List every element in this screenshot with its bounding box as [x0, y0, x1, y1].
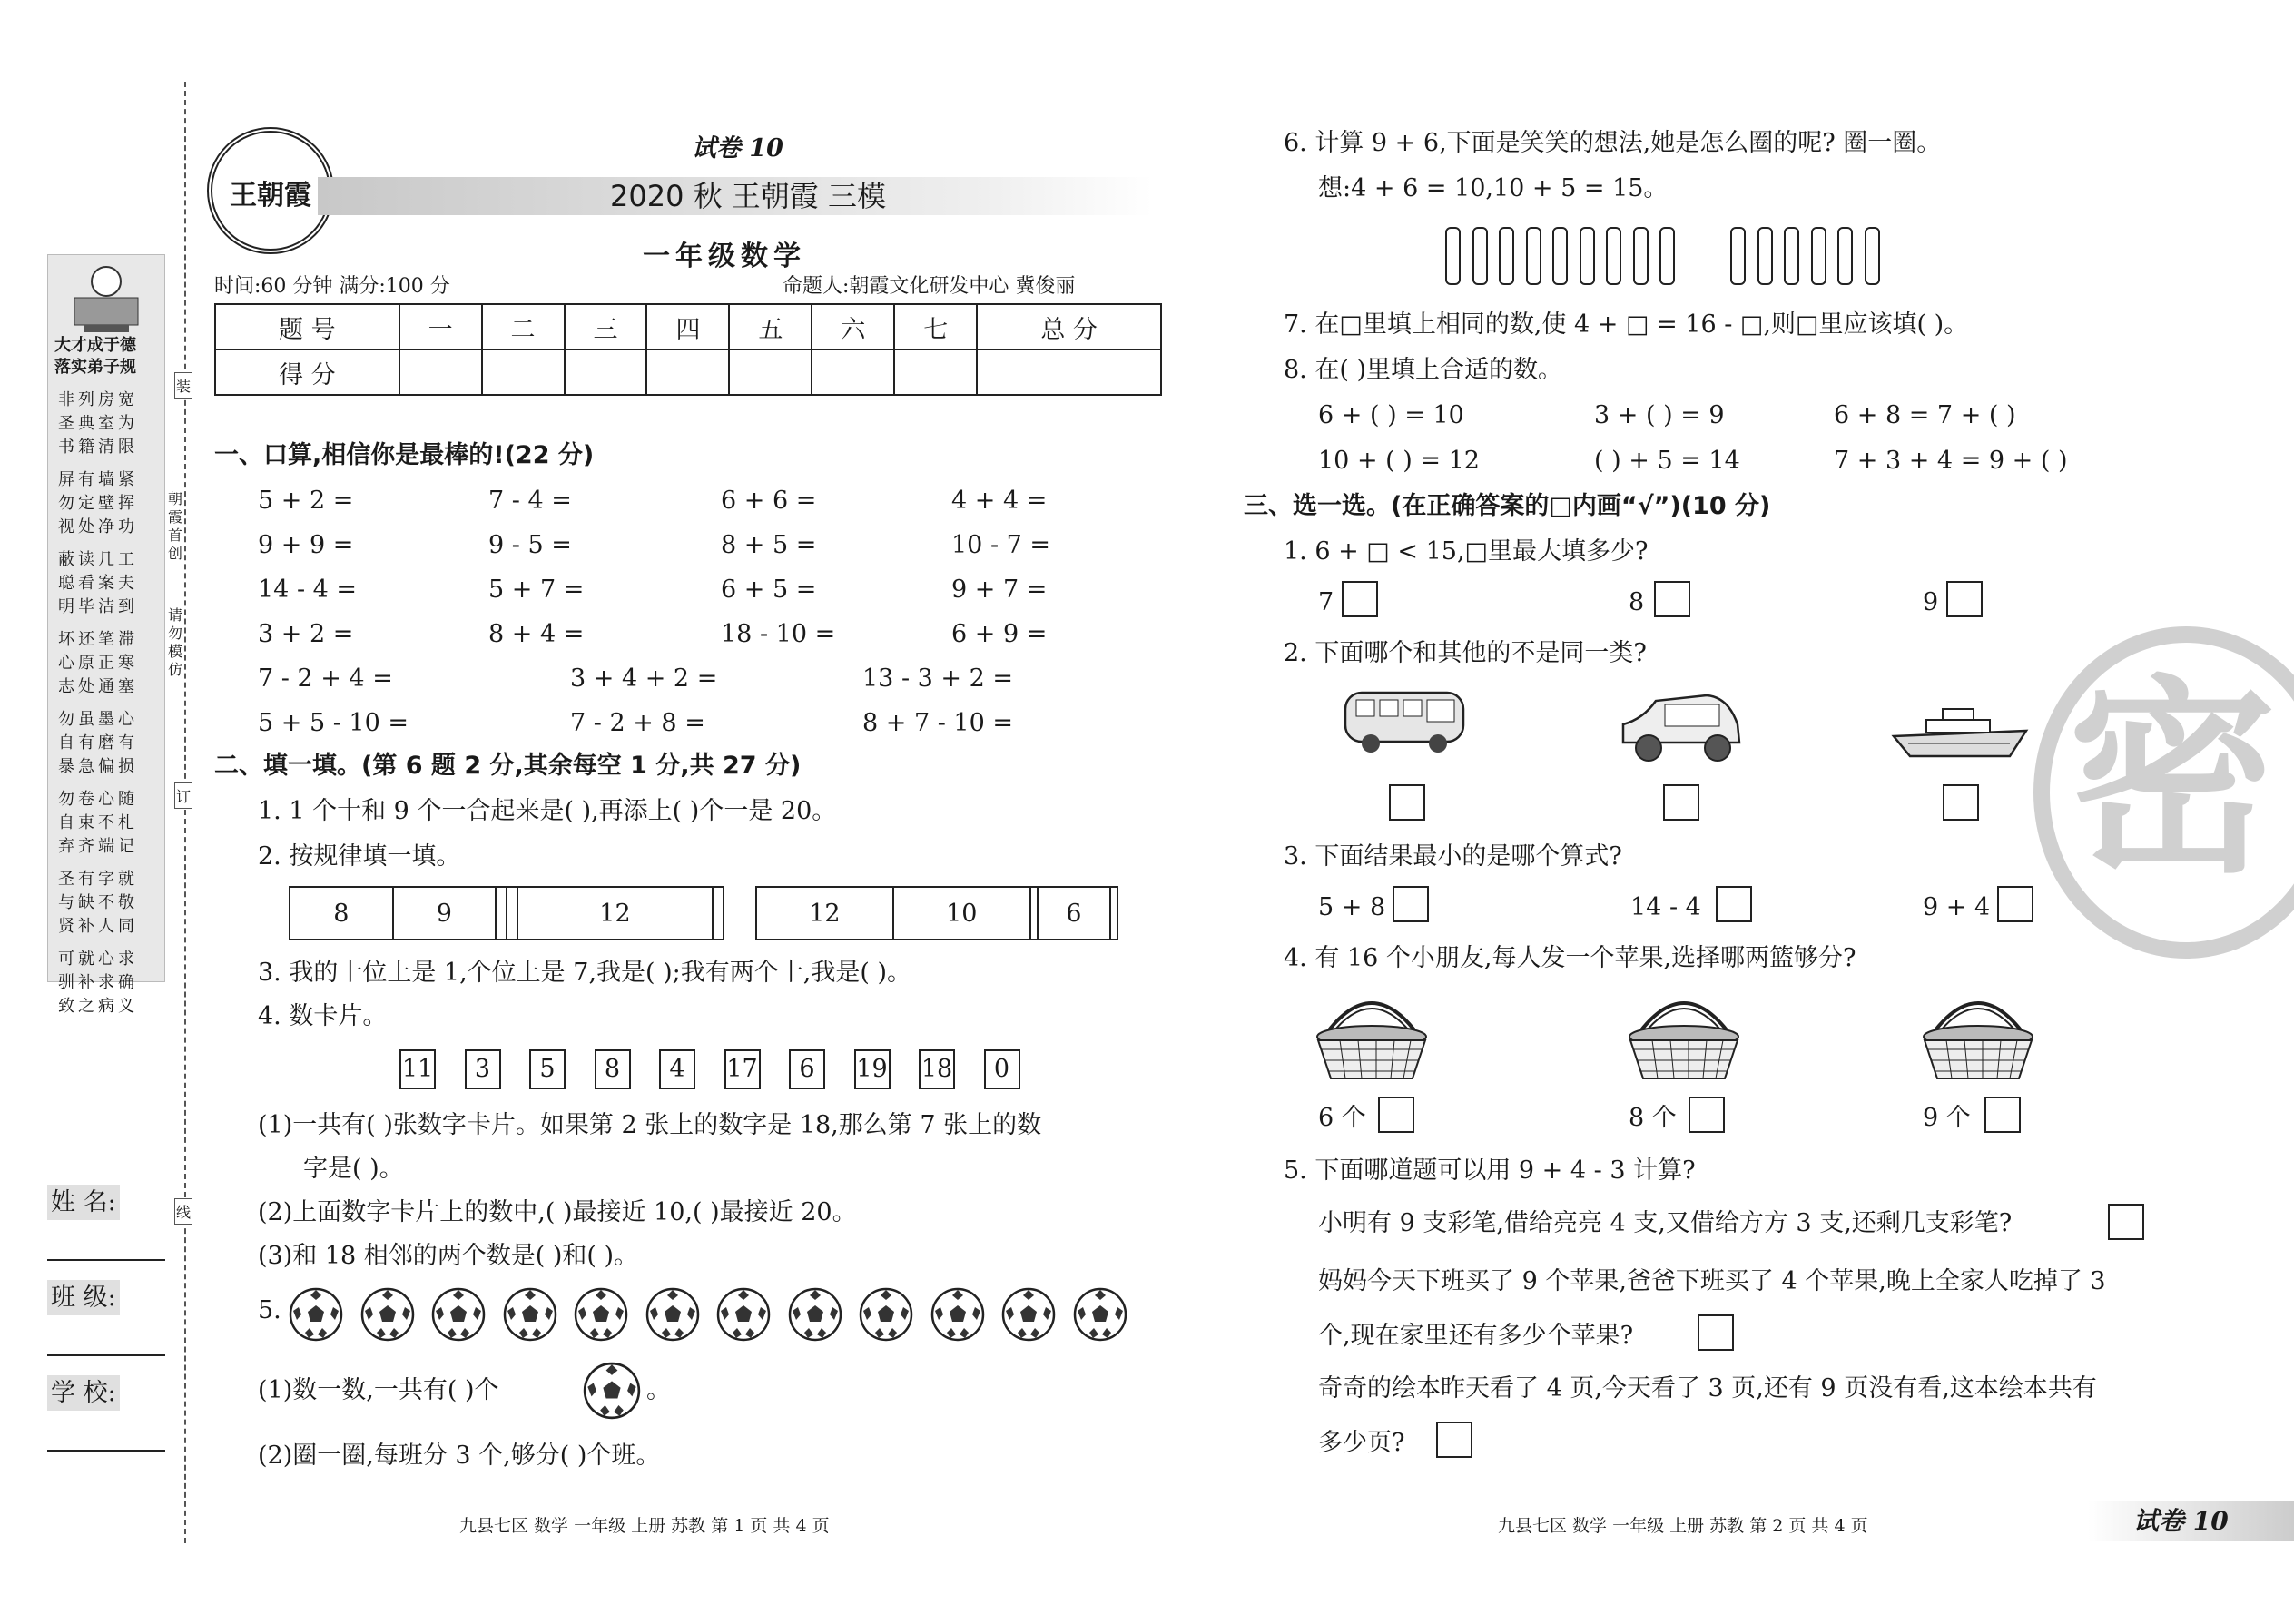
q3-5: 5. 下面哪道题可以用 9 + 4 - 3 计算?	[1284, 1156, 1696, 1185]
score-cell[interactable]	[729, 349, 812, 395]
stick-icon[interactable]	[1472, 227, 1488, 285]
q3-3-opt-a: 5 + 8	[1318, 893, 1386, 921]
stick-icon[interactable]	[1445, 227, 1461, 285]
q3-1-box-b[interactable]	[1654, 581, 1690, 617]
q2-8-r1c2[interactable]: 3 + ( ) = 9	[1594, 401, 1725, 429]
stick-icon[interactable]	[1730, 227, 1746, 285]
q3-5-b2: 个,现在家里还有多少个苹果?	[1318, 1322, 1634, 1350]
sidebar-saying: 列典籍	[78, 390, 94, 457]
soccer-ball-icon[interactable]	[503, 1287, 557, 1342]
sidebar-saying: 房室清	[98, 390, 114, 457]
score-cell[interactable]	[565, 349, 647, 395]
soccer-ball-icon[interactable]	[859, 1287, 913, 1342]
q3-5-box-a[interactable]	[2108, 1204, 2144, 1240]
soccer-ball-icon[interactable]	[716, 1287, 771, 1342]
q2-8-r1c3[interactable]: 6 + 8 = 7 + ( )	[1834, 401, 2016, 429]
sidebar-saying: 工夫到	[118, 550, 134, 616]
section1-heading: 一、口算,相信你是最棒的!(22 分)	[214, 441, 595, 469]
time-info: 时间:60 分钟 满分:100 分	[214, 275, 450, 298]
school-label: 学 校:	[47, 1375, 120, 1411]
q3-4: 4. 有 16 个小朋友,每人发一个苹果,选择哪两篮够分?	[1284, 944, 1856, 972]
footer-right: 九县七区 数学 一年级 上册 苏教 第 2 页 共 4 页	[1498, 1516, 1868, 1536]
sequence-blank-cell[interactable]	[713, 887, 724, 940]
stick-icon[interactable]	[1784, 227, 1799, 285]
name-field[interactable]	[47, 1185, 165, 1261]
score-header-cell: 三	[565, 304, 647, 349]
oral-calc-item[interactable]: 5 + 7 =	[488, 576, 585, 604]
oral-calc-item[interactable]: 9 - 5 =	[488, 531, 572, 559]
score-cell[interactable]	[812, 349, 894, 395]
sequence-blank-cell[interactable]	[1030, 887, 1038, 940]
q3-3-box-b[interactable]	[1716, 886, 1752, 922]
q3-4-opt-a: 6 个	[1318, 1104, 1366, 1132]
oral-calc-item[interactable]: 3 + 4 + 2 =	[570, 664, 718, 693]
oral-calc-item[interactable]: 8 + 4 =	[488, 620, 585, 648]
q2-4-2[interactable]: (2)上面数字卡片上的数中,( )最接近 10,( )最接近 20。	[258, 1198, 857, 1226]
q2-6-hint: 想:4 + 6 = 10,10 + 5 = 15。	[1318, 174, 1669, 202]
q2-2: 2. 按规律填一填。	[258, 842, 461, 871]
score-header-cell: 六	[812, 304, 894, 349]
score-header-cell: 题 号	[215, 304, 399, 349]
sequence-blank-cell[interactable]	[507, 887, 517, 940]
score-header-cell: 七	[894, 304, 977, 349]
q3-5-c2: 多少页?	[1318, 1429, 1405, 1457]
sequence-blank-cell[interactable]	[1110, 887, 1117, 940]
logo-seal	[207, 127, 334, 254]
oral-calc-item[interactable]: 6 + 5 =	[721, 576, 817, 604]
q2-5-2[interactable]: (2)圈一圈,每班分 3 个,够分( )个班。	[258, 1442, 661, 1470]
q2-4-1a[interactable]: (1)一共有( )张数字卡片。如果第 2 张上的数字是 18,那么第 7 张上的数	[258, 1111, 1042, 1139]
oral-calc-item[interactable]: 6 + 6 =	[721, 487, 817, 515]
oral-calc-item[interactable]: 9 + 9 =	[258, 531, 354, 559]
q3-4-opt-c: 9 个	[1923, 1104, 1971, 1132]
sidebar-saying: 坏心志	[58, 630, 74, 696]
stick-icon[interactable]	[1499, 227, 1514, 285]
oral-calc-item[interactable]: 5 + 2 =	[258, 487, 354, 515]
q3-4-box-b[interactable]	[1689, 1097, 1725, 1133]
stick-icon[interactable]	[1865, 227, 1880, 285]
q2-4: 4. 数卡片。	[258, 1002, 388, 1030]
stick-icon[interactable]	[1757, 227, 1773, 285]
number-card: 18	[919, 1049, 955, 1089]
q2-1[interactable]: 1. 1 个十和 9 个一合起来是( ),再添上( )个一是 20。	[258, 797, 837, 825]
oral-calc-item[interactable]: 7 - 4 =	[488, 487, 572, 515]
vertical-note-2: 请勿模仿	[168, 606, 183, 678]
sidebar-saying: 就敬同	[118, 870, 134, 936]
sidebar-saying: 屏勿视	[58, 470, 74, 536]
q3-4-box-c[interactable]	[1984, 1097, 2021, 1133]
sidebar-saying: 字不人	[98, 870, 114, 936]
q2-5-1a[interactable]: (1)数一数,一共有( )个	[258, 1376, 499, 1404]
subject-title: 一年级数学	[643, 241, 806, 272]
q3-3-opt-c: 9 + 4	[1923, 893, 1991, 921]
number-card: 19	[854, 1049, 891, 1089]
sidebar-saying: 心不端	[98, 790, 114, 856]
basket-icon	[1313, 989, 1431, 1089]
basket-icon	[1625, 989, 1743, 1089]
secret-seal-watermark	[2033, 626, 2294, 959]
sidebar-saying: 读看毕	[78, 550, 94, 616]
q2-5-1b: 。	[646, 1376, 671, 1404]
class-field[interactable]	[47, 1280, 165, 1356]
soccer-ball-icon[interactable]	[1001, 1287, 1056, 1342]
sidebar-saying: 还原处	[78, 630, 94, 696]
q2-4-1b[interactable]: 字是( )。	[303, 1155, 404, 1183]
q3-2-box-car[interactable]	[1663, 784, 1699, 821]
oral-calc-item[interactable]: 3 + 2 =	[258, 620, 354, 648]
seal-mark-2: 订	[174, 782, 192, 809]
soccer-ball-icon	[583, 1362, 641, 1420]
q2-8-r1c1[interactable]: 6 + ( ) = 10	[1318, 401, 1464, 429]
oral-calc-item[interactable]: 8 + 5 =	[721, 531, 817, 559]
sequence-1[interactable]	[289, 886, 724, 940]
stick-icon[interactable]	[1552, 227, 1568, 285]
q3-4-opt-b: 8 个	[1629, 1104, 1677, 1132]
sequence-cell: 12	[517, 887, 713, 940]
section3-heading: 三、选一选。(在正确答案的□内画“√”)(10 分)	[1244, 492, 1771, 520]
soccer-ball-icon[interactable]	[788, 1287, 842, 1342]
number-card: 4	[659, 1049, 695, 1089]
score-table	[214, 303, 1162, 396]
stick-icon[interactable]	[1580, 227, 1595, 285]
stick-icon[interactable]	[1811, 227, 1826, 285]
sidebar-saying: 宽为限	[118, 390, 134, 457]
score-cell[interactable]	[646, 349, 729, 395]
car-icon	[1616, 683, 1747, 766]
sidebar-saying: 心求病	[98, 950, 114, 1016]
sequence-cell: 6	[1038, 887, 1110, 940]
score-header-cell: 一	[399, 304, 482, 349]
seal-mark-1: 装	[174, 372, 192, 399]
sidebar-saying: 墙壁净	[98, 470, 114, 536]
number-card: 11	[399, 1049, 436, 1089]
soccer-ball-icon[interactable]	[574, 1287, 628, 1342]
sidebar-saying: 求确义	[118, 950, 134, 1016]
oral-calc-item[interactable]: 8 + 7 - 10 =	[862, 709, 1013, 737]
mascot-icon	[56, 261, 156, 334]
q3-5-box-b[interactable]	[1698, 1314, 1734, 1351]
sequence-cell: 12	[756, 887, 893, 940]
sequence-2[interactable]	[755, 886, 1118, 940]
sidebar-saying: 心有损	[118, 710, 134, 776]
stick-icon[interactable]	[1526, 227, 1541, 285]
sidebar-saying: 蔽聪明	[58, 550, 74, 616]
sequence-cell: 8	[290, 887, 393, 940]
sidebar-saying: 就补之	[78, 950, 94, 1016]
q2-8: 8. 在( )里填上合适的数。	[1284, 356, 1562, 384]
q2-3[interactable]: 3. 我的十位上是 1,个位上是 7,我是( );我有两个十,我是( )。	[258, 959, 912, 987]
sidebar-saying: 可驯致	[58, 950, 74, 1016]
number-card: 0	[984, 1049, 1020, 1089]
corner-label: 试卷 10	[2133, 1506, 2229, 1536]
bus-icon	[1340, 685, 1472, 758]
q3-3: 3. 下面结果最小的是哪个算式?	[1284, 842, 1622, 871]
q3-2-box-bus[interactable]	[1389, 784, 1425, 821]
soccer-ball-icon[interactable]	[360, 1287, 415, 1342]
number-card: 5	[529, 1049, 566, 1089]
q3-1-opt-b: 8	[1629, 588, 1645, 616]
oral-calc-item[interactable]: 18 - 10 =	[721, 620, 836, 648]
sequence-blank-cell[interactable]	[496, 887, 507, 940]
score-cell[interactable]	[482, 349, 565, 395]
q2-8-r2c3[interactable]: 7 + 3 + 4 = 9 + ( )	[1834, 447, 2068, 475]
sidebar-saying: 勿自弃	[58, 790, 74, 856]
seal-mark-3: 线	[174, 1198, 192, 1225]
q3-5-c1: 奇奇的绘本昨天看了 4 页,今天看了 3 页,还有 9 页没有看,这本绘本共有	[1318, 1374, 2097, 1403]
soccer-ball-icon[interactable]	[1073, 1287, 1127, 1342]
exam-label: 试卷 10	[692, 134, 783, 162]
soccer-ball-icon[interactable]	[289, 1287, 343, 1342]
seal-char: 密	[2068, 656, 2278, 901]
q3-4-box-a[interactable]	[1378, 1097, 1414, 1133]
score-header-cell: 五	[729, 304, 812, 349]
q2-5-label: 5.	[258, 1296, 281, 1324]
score-header-cell: 二	[482, 304, 565, 349]
sidebar-sayings	[56, 389, 158, 1019]
q3-3-box-c[interactable]	[1997, 886, 2033, 922]
stick-icon[interactable]	[1633, 227, 1649, 285]
q3-1: 1. 6 + □ < 15,□里最大填多少?	[1284, 537, 1649, 566]
sidebar-saying: 墨磨偏	[98, 710, 114, 776]
cut-line	[184, 82, 186, 1543]
number-card: 17	[724, 1049, 761, 1089]
score-cell[interactable]	[894, 349, 977, 395]
score-cell[interactable]	[977, 349, 1161, 395]
stick-icon[interactable]	[1659, 227, 1675, 285]
sidebar-saying: 有定处	[78, 470, 94, 536]
soccer-ball-icon[interactable]	[930, 1287, 985, 1342]
soccer-ball-icon[interactable]	[431, 1287, 486, 1342]
name-label: 姓 名:	[47, 1185, 120, 1220]
q3-3-box-a[interactable]	[1393, 886, 1429, 922]
number-card: 6	[789, 1049, 825, 1089]
number-card: 3	[465, 1049, 501, 1089]
basket-icon	[1919, 989, 2037, 1089]
class-label: 班 级:	[47, 1280, 120, 1315]
oral-calc-item[interactable]: 6 + 9 =	[951, 620, 1048, 648]
oral-calc-item[interactable]: 4 + 4 =	[951, 487, 1048, 515]
sidebar-motto-2: 落实弟子规	[54, 358, 136, 377]
stick-icon[interactable]	[1837, 227, 1853, 285]
q2-8-r2c2[interactable]: ( ) + 5 = 14	[1594, 447, 1740, 475]
oral-calc-item[interactable]: 13 - 3 + 2 =	[862, 664, 1013, 693]
sidebar-saying: 圣与贤	[58, 870, 74, 936]
oral-calc-item[interactable]: 9 + 7 =	[951, 576, 1048, 604]
ship-icon	[1890, 704, 2032, 762]
q2-7[interactable]: 7. 在□里填上相同的数,使 4 + □ = 16 - □,则□里应该填( )。	[1284, 310, 1969, 339]
sidebar-saying: 卷束齐	[78, 790, 94, 856]
score-header-cell: 总 分	[977, 304, 1161, 349]
soccer-ball-icon[interactable]	[645, 1287, 700, 1342]
number-card: 8	[595, 1049, 631, 1089]
score-header-cell: 四	[646, 304, 729, 349]
q3-2: 2. 下面哪个和其他的不是同一类?	[1284, 639, 1647, 667]
vertical-note-1: 朝霞首创	[168, 490, 183, 562]
oral-calc-item[interactable]: 14 - 4 =	[258, 576, 358, 604]
sidebar-saying: 非圣书	[58, 390, 74, 457]
oral-calc-item[interactable]: 5 + 5 - 10 =	[258, 709, 409, 737]
sidebar-saying: 有缺补	[78, 870, 94, 936]
sidebar-saying: 紧挥功	[118, 470, 134, 536]
q3-5-a: 小明有 9 支彩笔,借给亮亮 4 支,又借给方方 3 支,还剩几支彩笔?	[1318, 1209, 2013, 1237]
q3-1-box-c[interactable]	[1946, 581, 1983, 617]
oral-calc-item[interactable]: 7 - 2 + 8 =	[570, 709, 705, 737]
exam-title: 2020 秋 王朝霞 三模	[610, 179, 886, 213]
footer-left: 九县七区 数学 一年级 上册 苏教 第 1 页 共 4 页	[459, 1516, 830, 1536]
sidebar-saying: 随札记	[118, 790, 134, 856]
stick-icon[interactable]	[1606, 227, 1621, 285]
sidebar-saying: 滞寒塞	[118, 630, 134, 696]
q3-1-opt-c: 9	[1923, 588, 1939, 616]
q2-8-r2c1[interactable]: 10 + ( ) = 12	[1318, 447, 1480, 475]
oral-calc-item[interactable]: 7 - 2 + 4 =	[258, 664, 393, 693]
section2-heading: 二、填一填。(第 6 题 2 分,其余每空 1 分,共 27 分)	[214, 752, 802, 780]
sidebar-saying: 虽有急	[78, 710, 94, 776]
sidebar-saying: 几案洁	[98, 550, 114, 616]
sequence-cell: 9	[393, 887, 497, 940]
author-info: 命题人:朝霞文化研发中心 冀俊丽	[783, 275, 1076, 298]
sidebar-motto-1: 大才成于德	[54, 336, 136, 355]
q3-5-box-c[interactable]	[1436, 1422, 1472, 1458]
q3-3-opt-b: 14 - 4	[1630, 893, 1701, 921]
oral-calc-item[interactable]: 10 - 7 =	[951, 531, 1051, 559]
q3-5-b1: 妈妈今天下班买了 9 个苹果,爸爸下班买了 4 个苹果,晚上全家人吃掉了 3	[1318, 1267, 2106, 1295]
sidebar-saying: 笔正通	[98, 630, 114, 696]
sidebar-saying: 勿自暴	[58, 710, 74, 776]
q2-6: 6. 计算 9 + 6,下面是笑笑的想法,她是怎么圈的呢? 圈一圈。	[1284, 129, 1942, 157]
q3-2-box-ship[interactable]	[1943, 784, 1979, 821]
score-row-label: 得 分	[215, 349, 399, 395]
logo-text: 王朝霞	[230, 180, 311, 212]
score-cell[interactable]	[399, 349, 482, 395]
q3-1-opt-a: 7	[1318, 588, 1334, 616]
school-field[interactable]	[47, 1375, 165, 1452]
q2-4-3[interactable]: (3)和 18 相邻的两个数是( )和( )。	[258, 1242, 639, 1270]
q3-1-box-a[interactable]	[1342, 581, 1378, 617]
sequence-cell: 10	[893, 887, 1030, 940]
